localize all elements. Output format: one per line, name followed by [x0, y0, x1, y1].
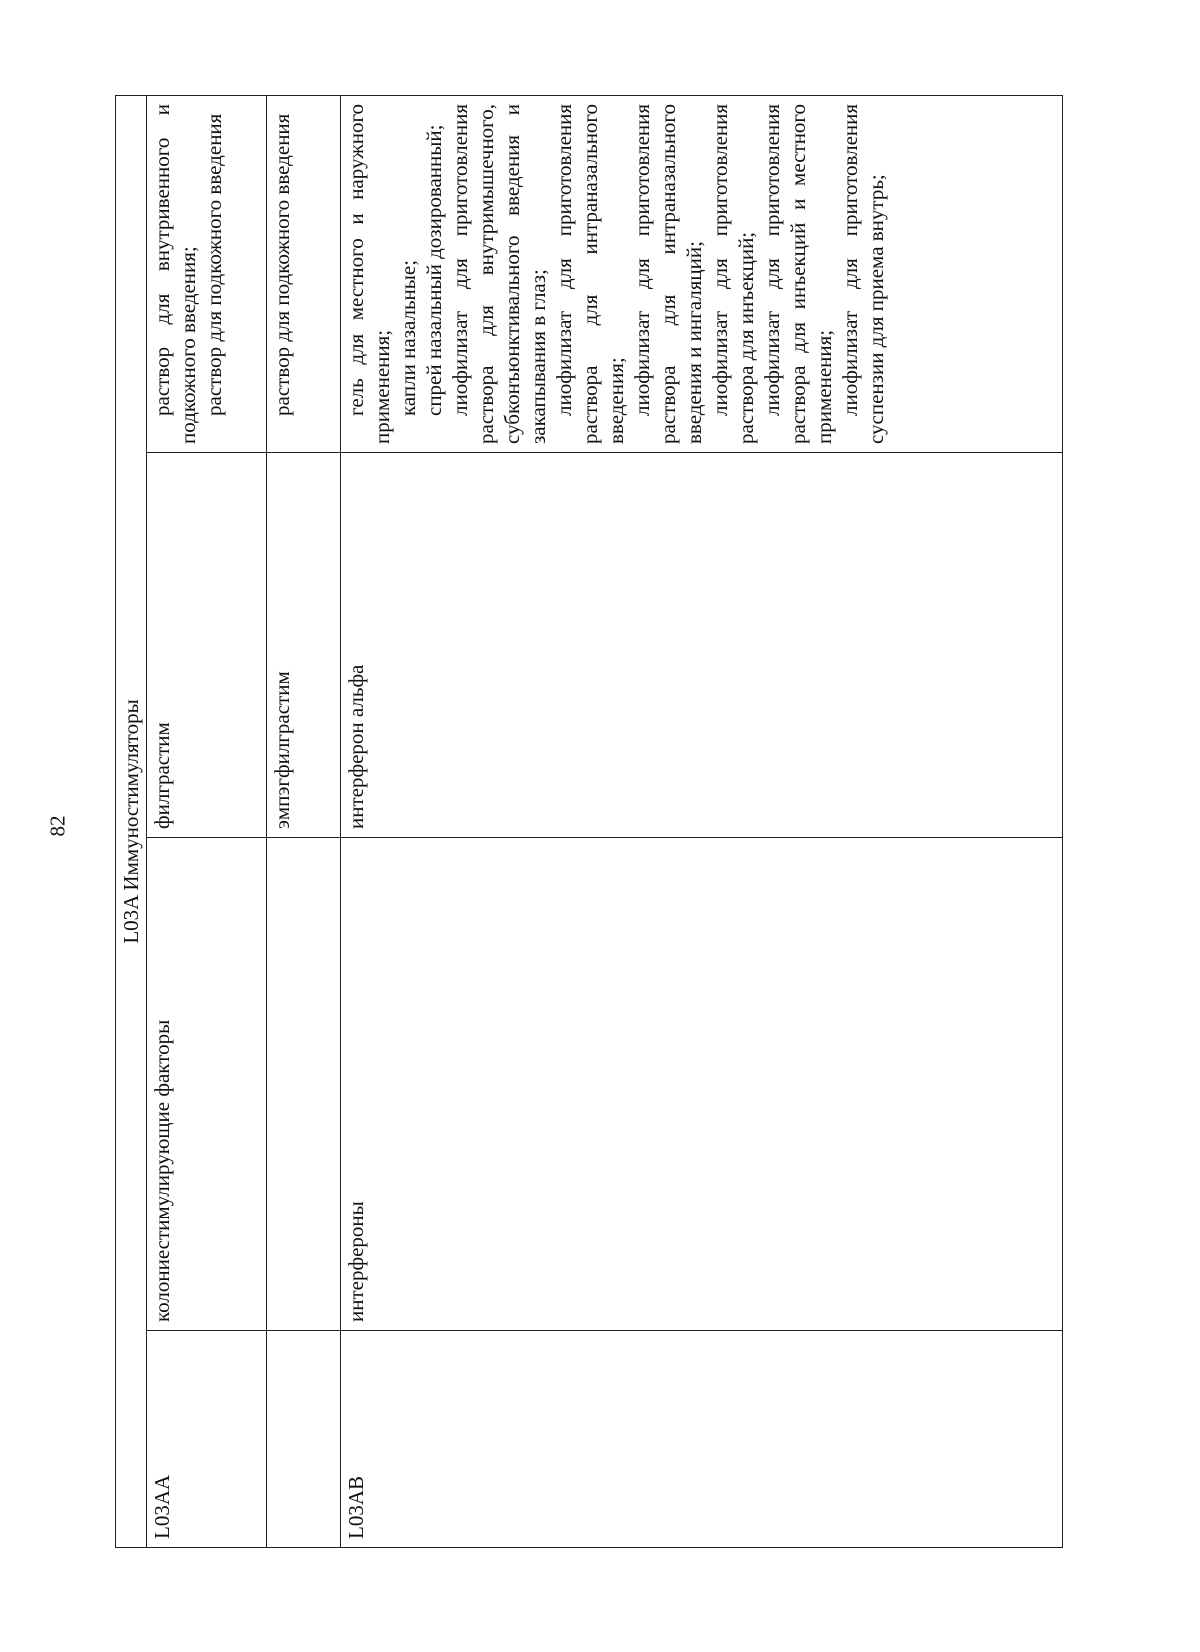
- dosage-form-item: лиофилизат для приготовления раствора для интраназального введения и ингаляций;: [630, 103, 706, 444]
- dosage-forms-list: [269, 104, 295, 444]
- drug-name-cell: интерферон альфа: [341, 453, 1063, 838]
- page-number: 82: [45, 815, 70, 837]
- table-row: [267, 95, 341, 1547]
- dosage-form-item: раствор для внутривенного и подкожного введения;: [150, 103, 200, 444]
- dosage-forms-cell: [147, 95, 267, 452]
- atc-code-cell: [267, 1331, 341, 1548]
- section-title: L03A Иммуностимуляторы: [116, 95, 147, 1547]
- dosage-form-item: лиофилизат для приготовления раствора для внутримышечного, субконъюнктивального введения и закапывания в глаз;: [448, 103, 550, 444]
- atc-code-cell: L03AB: [341, 1331, 1063, 1548]
- dosage-form-item: капли назальные;: [396, 259, 420, 416]
- group-name-cell: [267, 838, 341, 1331]
- dosage-form-item: спрей назальный дозированный;: [422, 124, 446, 416]
- dosage-form-item: раствор для подкожного введения: [202, 113, 226, 416]
- dosage-forms-list: [149, 104, 227, 444]
- group-name-cell: интерфероны: [341, 838, 1063, 1331]
- group-name-cell: колониестимулирующие факторы: [147, 838, 267, 1331]
- dosage-form-item: раствор для подкожного введения: [270, 113, 294, 416]
- dosage-form-item: гель для местного и наружного применения;: [344, 103, 394, 444]
- table-row: [147, 95, 267, 1547]
- section-header-row: [116, 95, 147, 1547]
- drug-table-rotated: [115, 96, 1063, 1548]
- table-row: [341, 95, 1063, 1547]
- atc-code-cell: L03AA: [147, 1331, 267, 1548]
- dosage-form-item: лиофилизат для приготовления раствора для интраназального введения;: [552, 103, 628, 444]
- dosage-form-item: лиофилизат для приготовления раствора для инъекций и местного применения;: [760, 103, 836, 444]
- drug-name-cell: филграстим: [147, 453, 267, 838]
- dosage-form-item: лиофилизат для приготовления суспензии для приема внутрь;: [838, 103, 888, 444]
- dosage-forms-list: [343, 104, 889, 444]
- dosage-forms-cell: [267, 95, 341, 452]
- drug-table: [115, 95, 1063, 1548]
- dosage-forms-cell: [341, 95, 1063, 452]
- drug-name-cell: эмпэгфилграстим: [267, 453, 341, 838]
- dosage-form-item: лиофилизат для приготовления раствора для инъекций;: [708, 103, 758, 444]
